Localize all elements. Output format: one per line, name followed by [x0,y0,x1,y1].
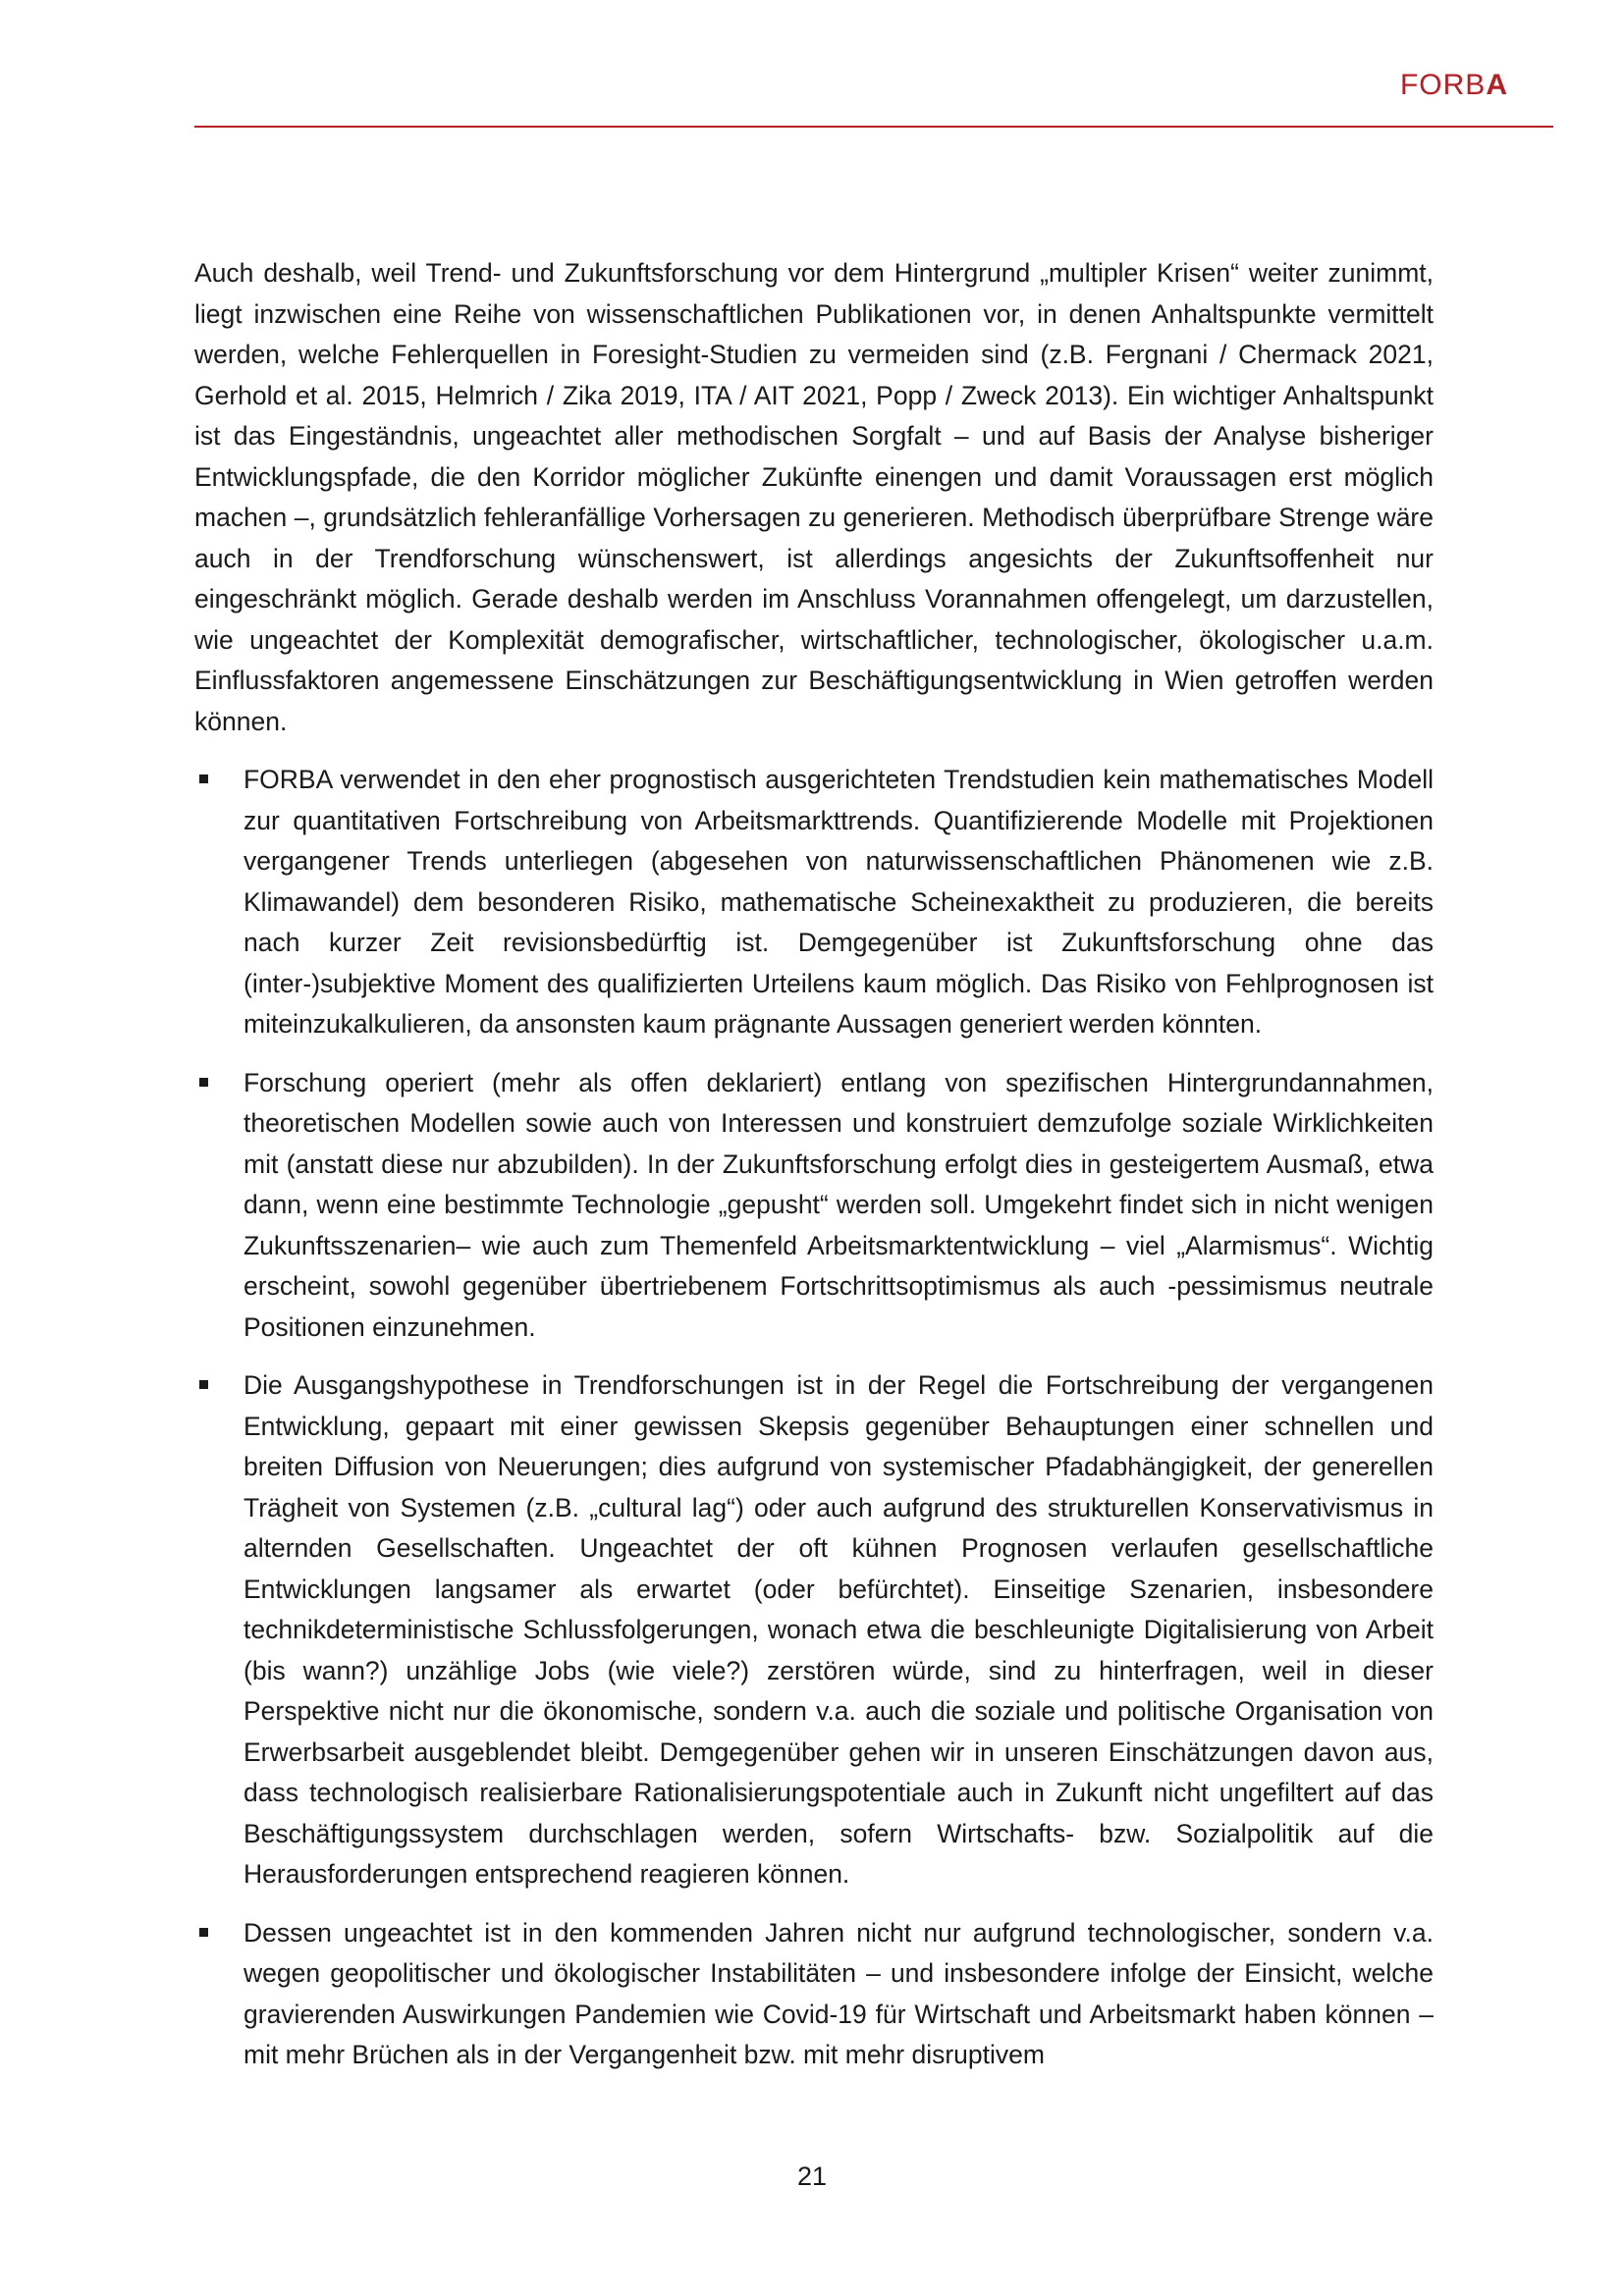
list-item [194,1365,1434,1896]
header-divider [194,126,1553,128]
forba-logo [1400,69,1508,102]
square-bullet-icon [199,1928,208,1937]
intro-paragraph: Auch deshalb, weil Trend- und Zukunftsforschung vor dem Hintergrund „multipler Krisen“ weiter zunimmt, liegt inzwischen eine Reihe von wissenschaftlichen Publikationen vor, in denen Anhaltspunkte vermittelt werden, welche Fehlerquellen in Foresight-Studien zu vermeiden sind (z.B. Fergnani / Chermack 2021, Gerhold et al. 2015, Helmrich / Zika 2019, ITA / AIT 2021, Popp / Zweck 2013). Ein wichtiger Anhaltspunkt ist das Eingeständnis, ungeachtet aller methodischen Sorgfalt – und auf Basis der Analyse bisheriger Entwicklungspfade, die den Korridor möglicher Zukünfte einengen und damit Voraussagen erst möglich machen –, grundsätzlich fehleranfällige Vorhersagen zu generieren. Methodisch überprüfbare Strenge wäre auch in der Trendforschung wünschenswert, ist allerdings angesichts der Zukunftsoffenheit nur eingeschränkt möglich. Gerade deshalb werden im Anschluss Vorannahmen offengelegt, um darzustellen, wie ungeachtet der Komplexität demografischer, wirtschaftlicher, technologischer, ökologischer u.a.m. Einflussfaktoren angemessene Einschätzungen zur Beschäftigungsentwicklung in Wien getroffen werden können. [194,258,1434,736]
square-bullet-icon [199,1380,208,1389]
list-item-text: Dessen ungeachtet ist in den kommenden Jahren nicht nur aufgrund technologischer, sondern v.a. wegen geopolitischer und ökologischer Instabilitäten – und insbesondere infolge der Einsicht, welche gravierenden Auswirkungen Pandemien wie Covid-19 für Wirtschaft und Arbeitsmarkt haben können – mit mehr Brüchen als in der Vergangenheit bzw. mit mehr disruptivem [244,1917,1434,2069]
logo-main-text: FORB [1399,69,1487,101]
bullet-list [194,760,1434,2076]
list-item [194,1063,1434,1349]
square-bullet-icon [199,1078,208,1087]
logo-accent-letter: A [1486,69,1508,101]
list-item-text: Forschung operiert (mehr als offen deklariert) entlang von spezifischen Hintergrundannahmen, theoretischen Modellen sowie auch von Interessen und konstruiert demzufolge soziale Wirklichkeiten mit (anstatt diese nur abzubilden). In der Zukunftsforschung erfolgt dies in gesteigertem Ausmaß, etwa dann, wenn eine bestimmte Technologie „gepusht“ werden soll. Umgekehrt findet sich in nicht wenigen Zukunftsszenarien– wie auch zum Themenfeld Arbeitsmarktentwicklung – viel „Alarmismus“. Wichtig erscheint, sowohl gegenüber übertriebenem Fortschrittsoptimismus als auch -pessimismus neutrale Positionen einzunehmen. [244,1067,1434,1342]
page-body [194,253,1434,2094]
page-number: 21 [796,2162,828,2191]
list-item [194,760,1434,1045]
list-item-text: FORBA verwendet in den eher prognostisch ausgerichteten Trendstudien kein mathematisches Modell zur quantitativen Fortschreibung von Arbeitsmarkttrends. Quantifizierende Modelle mit Projektionen vergangener Trends unterliegen (abgesehen von naturwissenschaftlichen Phänomenen wie z.B. Klimawandel) dem besonderen Risiko, mathematische Scheinexaktheit zu produzieren, die bereits nach kurzer Zeit revisionsbedürftig ist. Demgegenüber ist Zukunftsforschung ohne das (inter-)subjektive Moment des qualifizierten Urteilens kaum möglich. Das Risiko von Fehlprognosen ist miteinzukalkulieren, da ansonsten kaum prägnante Aussagen generiert werden könnten. [244,765,1434,1039]
list-item [194,1913,1434,2076]
square-bullet-icon [199,774,208,783]
list-item-text: Die Ausgangshypothese in Trendforschungen ist in der Regel die Fortschreibung der vergangenen Entwicklung, gepaart mit einer gewissen Skepsis gegenüber Behauptungen einer schnellen und breiten Diffusion von Neuerungen; dies aufgrund von systemischer Pfadabhängigkeit, der generellen Trägheit von Systemen (z.B. „cultural lag“) oder auch aufgrund des strukturellen Konservativismus in alternden Gesellschaften. Ungeachtet der oft kühnen Prognosen verlaufen gesellschaftliche Entwicklungen langsamer als erwartet (oder befürchtet). Einseitige Szenarien, insbesondere technikdeterministische Schlussfolgerungen, wonach etwa die beschleunigte Digitalisierung von Arbeit (bis wann?) unzählige Jobs (wie viele?) zerstören würde, sind zu hinterfragen, weil in dieser Perspektive nicht nur die ökonomische, sondern v.a. auch die soziale und politische Organisation von Erwerbsarbeit ausgeblendet bleibt. Demgegenüber gehen wir in unseren Einschätzungen davon aus, dass technologisch realisierbare Rationalisierungspotentiale auch in Zukunft nicht ungefiltert auf das Beschäftigungssystem durchschlagen werden, sofern Wirtschafts- bzw. Sozialpolitik auf die Herausforderungen entsprechend reagieren können. [244,1370,1434,1889]
